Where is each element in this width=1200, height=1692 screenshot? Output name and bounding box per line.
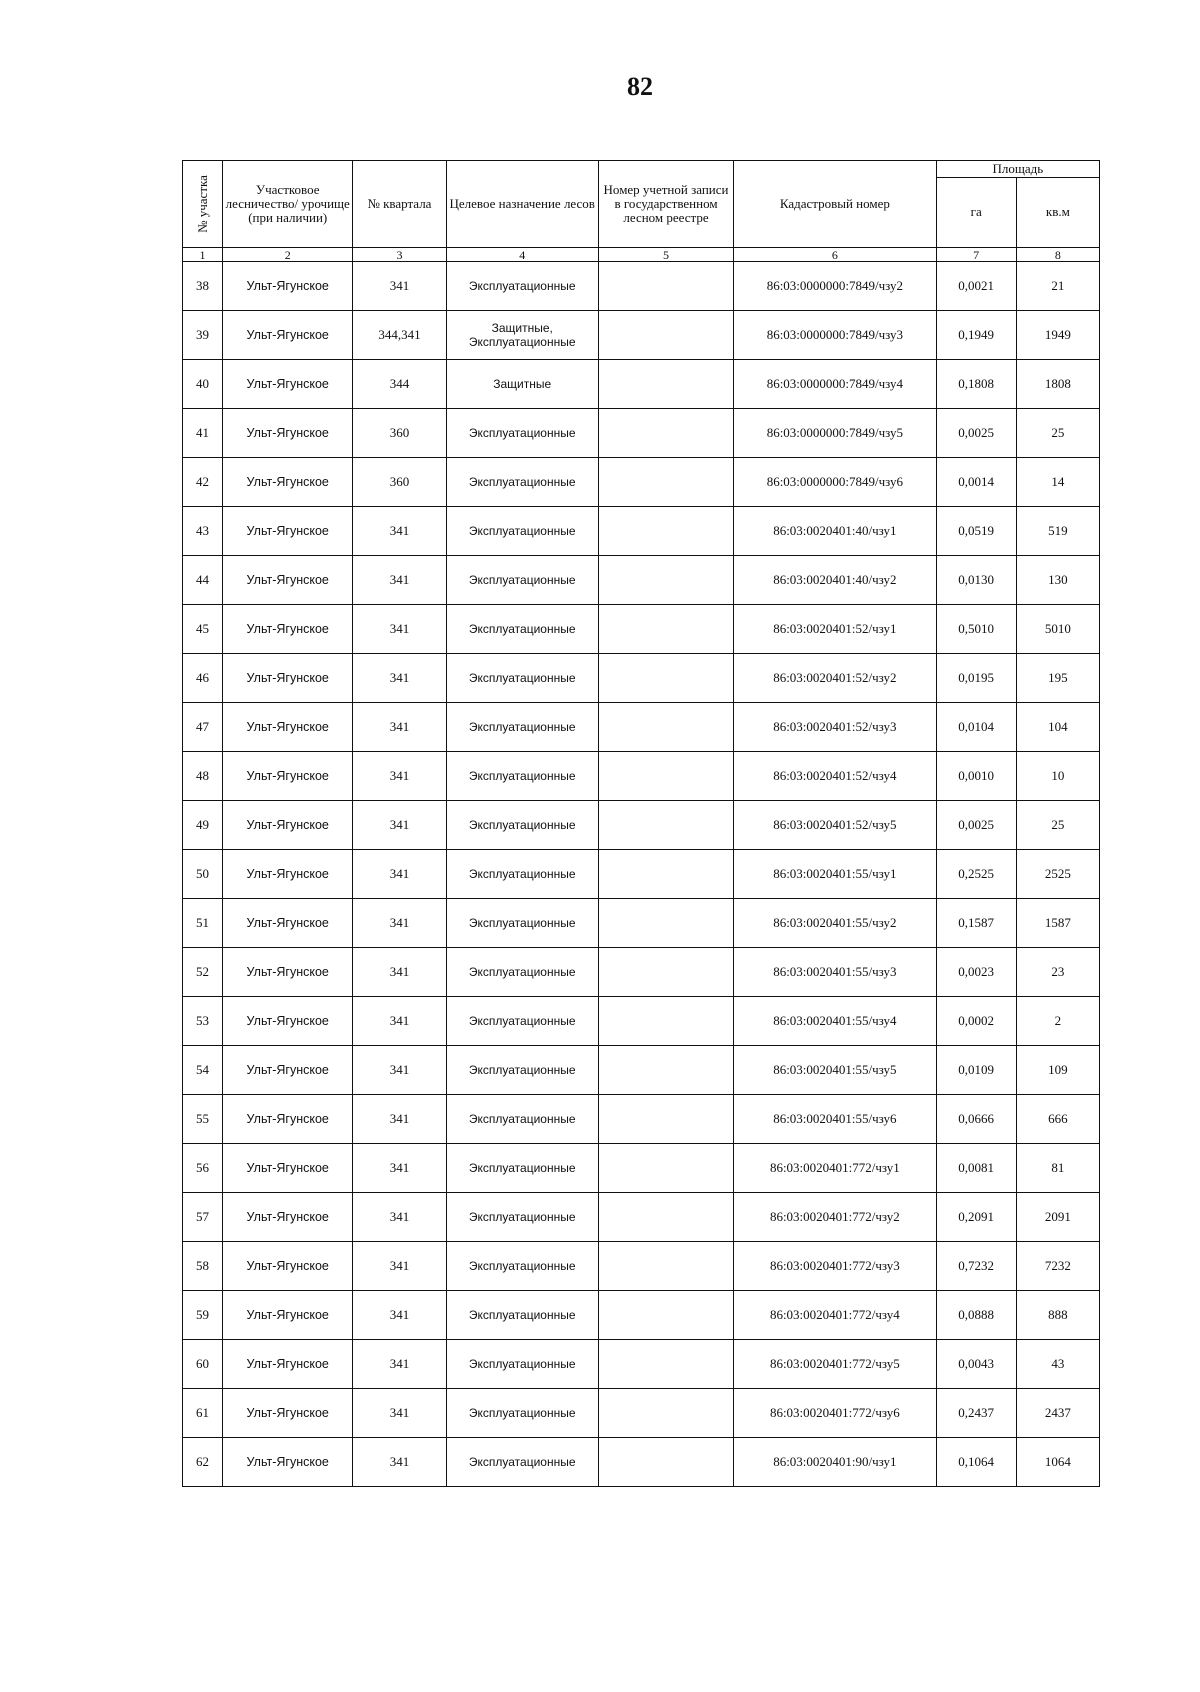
header-area-ha: га [936, 177, 1016, 247]
cell-quarter: 341 [353, 605, 446, 654]
cell-forestry: Ульт-Ягунское [223, 752, 353, 801]
cell-purpose: Эксплуатационные [446, 1291, 598, 1340]
cell-area-m2: 519 [1016, 507, 1099, 556]
cell-cadastral-number: 86:03:0020401:772/чзу2 [734, 1193, 936, 1242]
cell-plot-no: 50 [183, 850, 223, 899]
cell-area-m2: 21 [1016, 262, 1099, 311]
table-row [183, 360, 1100, 409]
cell-area-ha: 0,0104 [936, 703, 1016, 752]
table-row [183, 850, 1100, 899]
cell-plot-no: 38 [183, 262, 223, 311]
cell-purpose: Эксплуатационные [446, 1242, 598, 1291]
cell-area-m2: 25 [1016, 409, 1099, 458]
table-row [183, 703, 1100, 752]
cell-cadastral-number: 86:03:0020401:55/чзу6 [734, 1095, 936, 1144]
cell-quarter: 341 [353, 262, 446, 311]
cell-cadastral-number: 86:03:0020401:52/чзу1 [734, 605, 936, 654]
cell-quarter: 341 [353, 801, 446, 850]
cell-plot-no: 51 [183, 899, 223, 948]
cell-area-m2: 666 [1016, 1095, 1099, 1144]
column-number: 1 [183, 248, 223, 262]
cell-purpose: Эксплуатационные [446, 1095, 598, 1144]
cell-record [598, 605, 733, 654]
table-row [183, 752, 1100, 801]
cell-area-ha: 0,0130 [936, 556, 1016, 605]
header-purpose: Целевое назначение лесов [446, 161, 598, 248]
cell-record [598, 850, 733, 899]
cell-purpose: Эксплуатационные [446, 801, 598, 850]
cell-quarter: 341 [353, 556, 446, 605]
cell-quarter: 360 [353, 458, 446, 507]
cell-area-m2: 109 [1016, 1046, 1099, 1095]
column-number: 4 [446, 248, 598, 262]
cell-area-ha: 0,0002 [936, 997, 1016, 1046]
table-row [183, 1291, 1100, 1340]
column-numbers-row [183, 248, 1100, 262]
cell-record [598, 899, 733, 948]
cell-quarter: 341 [353, 1389, 446, 1438]
cell-purpose: Эксплуатационные [446, 556, 598, 605]
table-body [183, 262, 1100, 1487]
table-row [183, 262, 1100, 311]
cell-forestry: Ульт-Ягунское [223, 262, 353, 311]
cell-plot-no: 61 [183, 1389, 223, 1438]
cell-plot-no: 58 [183, 1242, 223, 1291]
table-row [183, 1193, 1100, 1242]
cell-area-ha: 0,0109 [936, 1046, 1016, 1095]
cell-area-m2: 43 [1016, 1340, 1099, 1389]
cell-quarter: 341 [353, 997, 446, 1046]
table-row [183, 1095, 1100, 1144]
cell-purpose: Эксплуатационные [446, 703, 598, 752]
cell-quarter: 341 [353, 1193, 446, 1242]
cell-area-ha: 0,0014 [936, 458, 1016, 507]
cell-area-m2: 1808 [1016, 360, 1099, 409]
header-cadastral: Кадастровый номер [734, 161, 936, 248]
table-row [183, 507, 1100, 556]
cell-forestry: Ульт-Ягунское [223, 654, 353, 703]
cell-forestry: Ульт-Ягунское [223, 311, 353, 360]
table-row [183, 1046, 1100, 1095]
cell-record [598, 752, 733, 801]
cell-area-ha: 0,0888 [936, 1291, 1016, 1340]
table-row [183, 605, 1100, 654]
cell-record [598, 360, 733, 409]
cell-area-ha: 0,0025 [936, 801, 1016, 850]
cell-area-ha: 0,0081 [936, 1144, 1016, 1193]
column-number: 6 [734, 248, 936, 262]
cell-cadastral-number: 86:03:0020401:55/чзу4 [734, 997, 936, 1046]
cell-area-ha: 0,0021 [936, 262, 1016, 311]
cell-cadastral-number: 86:03:0020401:55/чзу5 [734, 1046, 936, 1095]
cell-quarter: 341 [353, 1144, 446, 1193]
cell-area-m2: 2 [1016, 997, 1099, 1046]
cell-cadastral-number: 86:03:0020401:52/чзу5 [734, 801, 936, 850]
table-row [183, 1242, 1100, 1291]
cell-area-m2: 1587 [1016, 899, 1099, 948]
cell-cadastral-number: 86:03:0020401:55/чзу3 [734, 948, 936, 997]
forest-plots-table [182, 160, 1100, 1487]
table-header [183, 161, 1100, 262]
column-number: 5 [598, 248, 733, 262]
cell-area-ha: 0,5010 [936, 605, 1016, 654]
cell-cadastral-number: 86:03:0020401:40/чзу2 [734, 556, 936, 605]
cell-cadastral-number: 86:03:0020401:772/чзу1 [734, 1144, 936, 1193]
cell-forestry: Ульт-Ягунское [223, 1046, 353, 1095]
cell-record [598, 409, 733, 458]
cell-record [598, 948, 733, 997]
header-area-m2: кв.м [1016, 177, 1099, 247]
cell-purpose: Эксплуатационные [446, 1046, 598, 1095]
cell-plot-no: 57 [183, 1193, 223, 1242]
cell-forestry: Ульт-Ягунское [223, 1389, 353, 1438]
cell-cadastral-number: 86:03:0000000:7849/чзу2 [734, 262, 936, 311]
cell-area-ha: 0,2091 [936, 1193, 1016, 1242]
cell-area-m2: 2437 [1016, 1389, 1099, 1438]
cell-forestry: Ульт-Ягунское [223, 1193, 353, 1242]
cell-forestry: Ульт-Ягунское [223, 1144, 353, 1193]
cell-record [598, 1291, 733, 1340]
cell-purpose: Эксплуатационные [446, 605, 598, 654]
cell-record [598, 654, 733, 703]
cell-area-m2: 104 [1016, 703, 1099, 752]
cell-area-m2: 195 [1016, 654, 1099, 703]
cell-forestry: Ульт-Ягунское [223, 801, 353, 850]
column-number: 3 [353, 248, 446, 262]
cell-plot-no: 45 [183, 605, 223, 654]
column-number: 7 [936, 248, 1016, 262]
cell-quarter: 341 [353, 654, 446, 703]
cell-record [598, 703, 733, 752]
cell-plot-no: 49 [183, 801, 223, 850]
cell-area-m2: 10 [1016, 752, 1099, 801]
cell-quarter: 341 [353, 899, 446, 948]
cell-record [598, 1389, 733, 1438]
cell-plot-no: 53 [183, 997, 223, 1046]
cell-quarter: 341 [353, 752, 446, 801]
cell-area-m2: 888 [1016, 1291, 1099, 1340]
cell-area-ha: 0,0023 [936, 948, 1016, 997]
cell-plot-no: 39 [183, 311, 223, 360]
cell-area-m2: 2091 [1016, 1193, 1099, 1242]
cell-purpose: Эксплуатационные [446, 1144, 598, 1193]
cell-forestry: Ульт-Ягунское [223, 850, 353, 899]
cell-area-ha: 0,0519 [936, 507, 1016, 556]
cell-plot-no: 59 [183, 1291, 223, 1340]
cell-record [598, 1144, 733, 1193]
cell-forestry: Ульт-Ягунское [223, 360, 353, 409]
cell-area-m2: 14 [1016, 458, 1099, 507]
cell-quarter: 341 [353, 507, 446, 556]
cell-plot-no: 55 [183, 1095, 223, 1144]
cell-purpose: Защитные, Эксплуатационные [446, 311, 598, 360]
cell-cadastral-number: 86:03:0000000:7849/чзу4 [734, 360, 936, 409]
cell-plot-no: 41 [183, 409, 223, 458]
cell-forestry: Ульт-Ягунское [223, 948, 353, 997]
cell-cadastral-number: 86:03:0020401:772/чзу5 [734, 1340, 936, 1389]
cell-forestry: Ульт-Ягунское [223, 1095, 353, 1144]
cell-forestry: Ульт-Ягунское [223, 899, 353, 948]
header-area: Площадь [936, 161, 1099, 178]
table-row [183, 409, 1100, 458]
header-forestry: Участковое лесничество/ урочище (при наличии) [223, 161, 353, 248]
table-row [183, 1340, 1100, 1389]
cell-area-m2: 7232 [1016, 1242, 1099, 1291]
cell-purpose: Эксплуатационные [446, 850, 598, 899]
cell-area-ha: 0,1808 [936, 360, 1016, 409]
cell-plot-no: 42 [183, 458, 223, 507]
cell-cadastral-number: 86:03:0020401:52/чзу4 [734, 752, 936, 801]
table-row [183, 556, 1100, 605]
cell-forestry: Ульт-Ягунское [223, 1340, 353, 1389]
cell-forestry: Ульт-Ягунское [223, 1291, 353, 1340]
cell-purpose: Эксплуатационные [446, 458, 598, 507]
cell-forestry: Ульт-Ягунское [223, 556, 353, 605]
table-row [183, 899, 1100, 948]
cell-area-ha: 0,1587 [936, 899, 1016, 948]
header-quarter: № квартала [353, 161, 446, 248]
cell-record [598, 997, 733, 1046]
header-plot-no: № участка [183, 161, 223, 248]
cell-area-ha: 0,0010 [936, 752, 1016, 801]
cell-area-ha: 0,2525 [936, 850, 1016, 899]
cell-plot-no: 52 [183, 948, 223, 997]
cell-area-ha: 0,1949 [936, 311, 1016, 360]
cell-quarter: 341 [353, 1438, 446, 1487]
cell-area-m2: 23 [1016, 948, 1099, 997]
cell-area-m2: 81 [1016, 1144, 1099, 1193]
table-row [183, 1144, 1100, 1193]
table-row [183, 458, 1100, 507]
cell-plot-no: 44 [183, 556, 223, 605]
cell-cadastral-number: 86:03:0020401:55/чзу1 [734, 850, 936, 899]
cell-plot-no: 43 [183, 507, 223, 556]
cell-cadastral-number: 86:03:0020401:40/чзу1 [734, 507, 936, 556]
cell-record [598, 1340, 733, 1389]
cell-quarter: 341 [353, 1095, 446, 1144]
cell-plot-no: 47 [183, 703, 223, 752]
cell-purpose: Эксплуатационные [446, 262, 598, 311]
column-number: 8 [1016, 248, 1099, 262]
cell-area-m2: 130 [1016, 556, 1099, 605]
cell-purpose: Эксплуатационные [446, 507, 598, 556]
cell-record [598, 1242, 733, 1291]
cell-purpose: Эксплуатационные [446, 409, 598, 458]
cell-record [598, 262, 733, 311]
table-row [183, 801, 1100, 850]
cell-purpose: Эксплуатационные [446, 1438, 598, 1487]
column-number: 2 [223, 248, 353, 262]
table-row [183, 1438, 1100, 1487]
cell-quarter: 341 [353, 850, 446, 899]
cell-plot-no: 60 [183, 1340, 223, 1389]
cell-quarter: 341 [353, 1046, 446, 1095]
cell-forestry: Ульт-Ягунское [223, 409, 353, 458]
cell-quarter: 344,341 [353, 311, 446, 360]
cell-cadastral-number: 86:03:0020401:772/чзу6 [734, 1389, 936, 1438]
cell-area-ha: 0,0666 [936, 1095, 1016, 1144]
cell-area-m2: 5010 [1016, 605, 1099, 654]
cell-cadastral-number: 86:03:0000000:7849/чзу6 [734, 458, 936, 507]
cell-area-ha: 0,0025 [936, 409, 1016, 458]
cell-purpose: Эксплуатационные [446, 752, 598, 801]
cell-quarter: 341 [353, 703, 446, 752]
cell-area-m2: 25 [1016, 801, 1099, 850]
cell-area-ha: 0,2437 [936, 1389, 1016, 1438]
cell-forestry: Ульт-Ягунское [223, 703, 353, 752]
cell-quarter: 341 [353, 1291, 446, 1340]
cell-cadastral-number: 86:03:0020401:772/чзу3 [734, 1242, 936, 1291]
cell-quarter: 341 [353, 948, 446, 997]
cell-area-m2: 1064 [1016, 1438, 1099, 1487]
cell-record [598, 801, 733, 850]
cell-quarter: 341 [353, 1242, 446, 1291]
cell-record [598, 1193, 733, 1242]
cell-cadastral-number: 86:03:0000000:7849/чзу5 [734, 409, 936, 458]
cell-cadastral-number: 86:03:0020401:55/чзу2 [734, 899, 936, 948]
cell-forestry: Ульт-Ягунское [223, 1242, 353, 1291]
header-record: Номер учетной записи в государственном лесном реестре [598, 161, 733, 248]
cell-plot-no: 62 [183, 1438, 223, 1487]
cell-plot-no: 54 [183, 1046, 223, 1095]
cell-forestry: Ульт-Ягунское [223, 458, 353, 507]
cell-record [598, 458, 733, 507]
cell-forestry: Ульт-Ягунское [223, 605, 353, 654]
page-number: 82 [627, 72, 653, 101]
cell-area-ha: 0,0043 [936, 1340, 1016, 1389]
cell-forestry: Ульт-Ягунское [223, 507, 353, 556]
cell-record [598, 1438, 733, 1487]
cell-record [598, 556, 733, 605]
cell-area-m2: 1949 [1016, 311, 1099, 360]
cell-record [598, 1095, 733, 1144]
cell-record [598, 507, 733, 556]
cell-plot-no: 56 [183, 1144, 223, 1193]
cell-purpose: Эксплуатационные [446, 948, 598, 997]
cell-quarter: 344 [353, 360, 446, 409]
cell-plot-no: 40 [183, 360, 223, 409]
cell-quarter: 341 [353, 1340, 446, 1389]
cell-plot-no: 46 [183, 654, 223, 703]
cell-cadastral-number: 86:03:0020401:52/чзу2 [734, 654, 936, 703]
cell-cadastral-number: 86:03:0020401:52/чзу3 [734, 703, 936, 752]
cell-purpose: Эксплуатационные [446, 1193, 598, 1242]
cell-cadastral-number: 86:03:0000000:7849/чзу3 [734, 311, 936, 360]
cell-purpose: Эксплуатационные [446, 1389, 598, 1438]
cell-area-ha: 0,7232 [936, 1242, 1016, 1291]
cell-forestry: Ульт-Ягунское [223, 997, 353, 1046]
cell-plot-no: 48 [183, 752, 223, 801]
cell-purpose: Эксплуатационные [446, 899, 598, 948]
cell-area-ha: 0,1064 [936, 1438, 1016, 1487]
table-row [183, 311, 1100, 360]
table-row [183, 948, 1100, 997]
cell-purpose: Эксплуатационные [446, 1340, 598, 1389]
table-row [183, 654, 1100, 703]
cell-purpose: Эксплуатационные [446, 654, 598, 703]
cell-purpose: Эксплуатационные [446, 997, 598, 1046]
cell-forestry: Ульт-Ягунское [223, 1438, 353, 1487]
cell-cadastral-number: 86:03:0020401:90/чзу1 [734, 1438, 936, 1487]
cell-record [598, 311, 733, 360]
cell-area-m2: 2525 [1016, 850, 1099, 899]
cell-record [598, 1046, 733, 1095]
cell-quarter: 360 [353, 409, 446, 458]
table-row [183, 997, 1100, 1046]
cell-cadastral-number: 86:03:0020401:772/чзу4 [734, 1291, 936, 1340]
cell-purpose: Защитные [446, 360, 598, 409]
table-row [183, 1389, 1100, 1438]
cell-area-ha: 0,0195 [936, 654, 1016, 703]
